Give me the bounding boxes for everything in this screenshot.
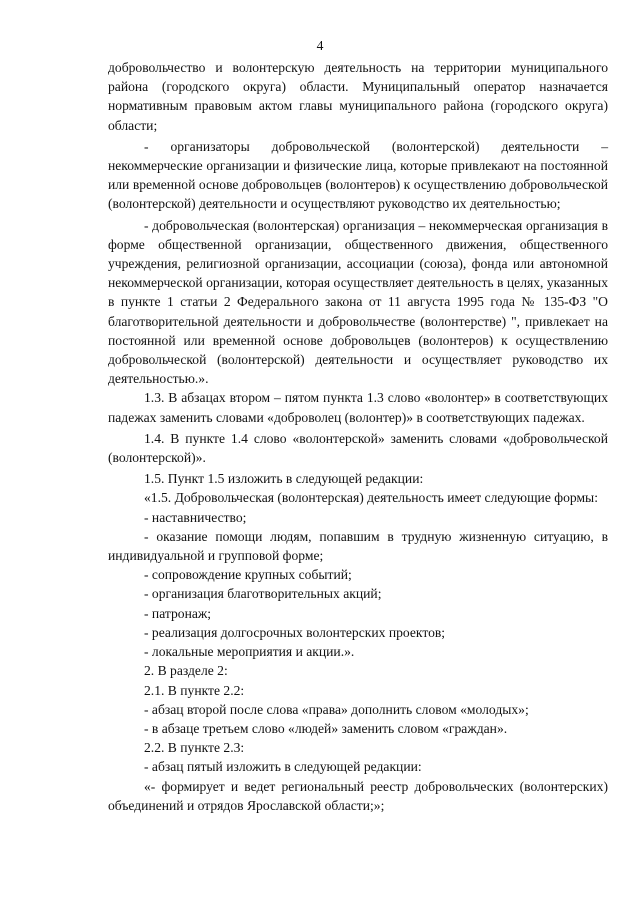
list-item: - наставничество;	[144, 509, 247, 525]
page-number: 4	[316, 38, 324, 53]
document-body	[108, 58, 608, 815]
paragraph: 2.1. В пункте 2.2:	[144, 682, 245, 698]
paragraph: - организаторы добровольческой (волонтерской) деятельности – некоммерческие организации и физические лица, которые привлекают на постоянной или временной основе добровольцев (волонтеров) к осуществлению добровольческой (волонтерской) деятельности и осуществляют руководство их деятельностью;	[108, 138, 608, 212]
list-item: - сопровождение крупных событий;	[144, 567, 352, 583]
list-item: - локальные мероприятия и акции.».	[144, 644, 355, 660]
paragraph: 1.3. В абзацах втором – пятом пункта 1.3 слово «волонтер» в соответствующих падежах заменить словами «доброволец (волонтер)» в соответствующих падежах.	[108, 390, 608, 425]
paragraph: 2.2. В пункте 2.3:	[144, 740, 245, 756]
list-item: - в абзаце третьем слово «людей» заменить словом «граждан».	[144, 720, 508, 736]
paragraph: «1.5. Добровольческая (волонтерская) деятельность имеет следующие формы:	[144, 490, 598, 506]
list-item: - организация благотворительных акций;	[144, 586, 382, 602]
paragraph: добровольчество и волонтерскую деятельность на территории муниципального района (городского округа) области. Муниципальный оператор назначается нормативным правовым актом главы муниципального района (городского округа) области;	[108, 60, 608, 133]
paragraph: - добровольческая (волонтерская) организация – некоммерческая организация в форме общественной организации, общественного движения, общественного учреждения, религиозной организации, ассоциации (союза), фонда или автономной некоммерческой организации, которая осуществляет деятельность в целях, указанных в пункте 1 статьи 2 Федерального закона от 11 августа 1995 года № 135-ФЗ "О благотворительной деятельности и добровольчестве (волонтерстве) ", привлекает на постоянной или временной основе добровольцев (волонтеров) к осуществлению добровольческой (волонтерской) деятельности и осуществляет руководство их деятельностью.».	[108, 217, 608, 387]
list-item: - абзац второй после слова «права» дополнить словом «молодых»;	[144, 701, 529, 717]
paragraph: 1.5. Пункт 1.5 изложить в следующей редакции:	[144, 471, 424, 487]
list-item: - абзац пятый изложить в следующей редакции:	[144, 759, 422, 775]
paragraph: «- формирует и ведет региональный реестр добровольческих (волонтерских) объединений и отрядов Ярославской области;»;	[108, 778, 608, 813]
paragraph: 2. В разделе 2:	[144, 663, 228, 679]
paragraph: 1.4. В пункте 1.4 слово «волонтерской» заменить словами «добровольческой (волонтерской)».	[108, 430, 608, 466]
list-item: - реализация долгосрочных волонтерских проектов;	[144, 624, 446, 640]
list-item: - оказание помощи людям, попавшим в трудную жизненную ситуацию, в индивидуальной и групповой форме;	[108, 528, 608, 564]
list-item: - патронаж;	[144, 605, 212, 621]
